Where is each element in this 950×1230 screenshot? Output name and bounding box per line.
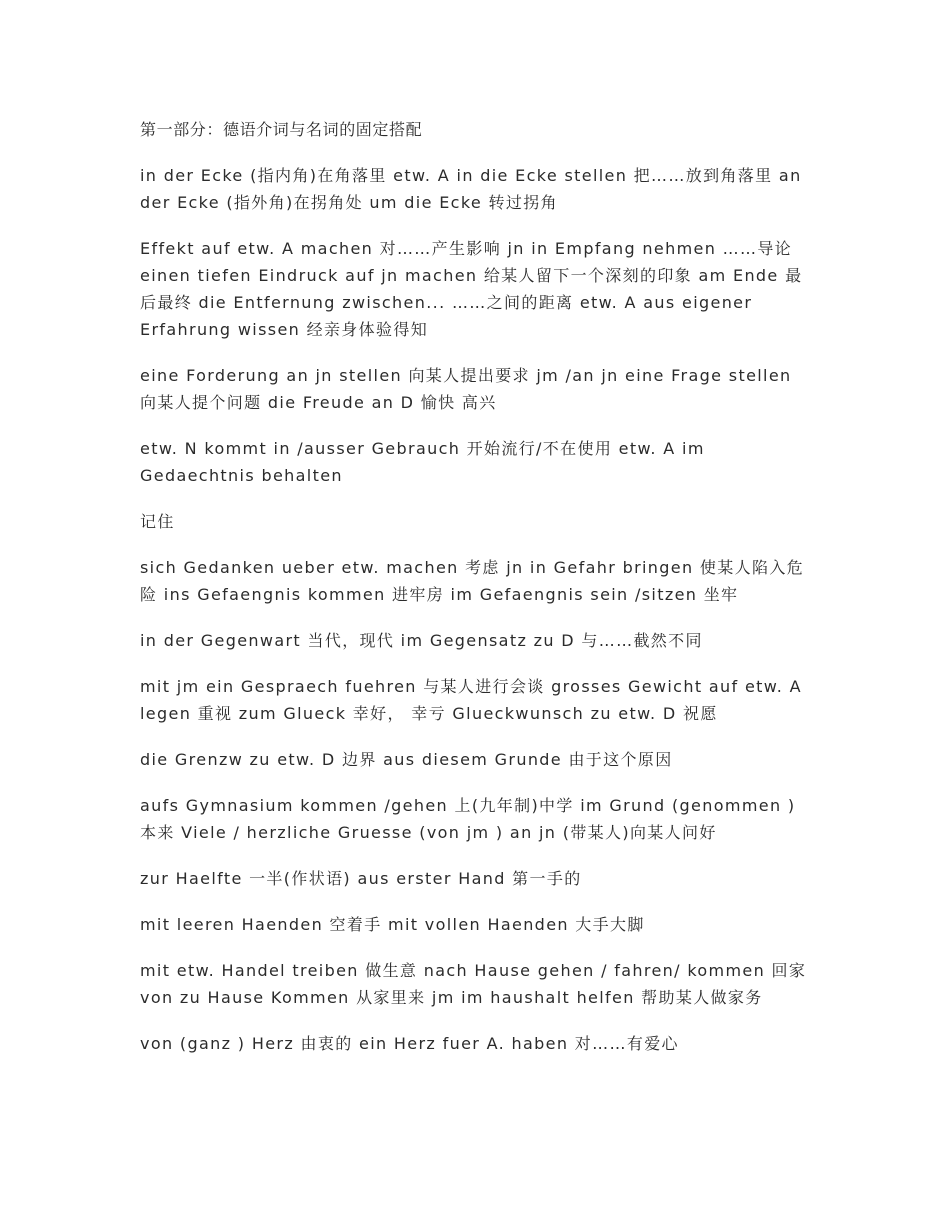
paragraph-haelfte: zur Haelfte 一半(作状语) aus erster Hand 第一手的: [140, 869, 582, 888]
document-page: [140, 116, 812, 1076]
paragraph-herz: von (ganz ) Herz 由衷的 ein Herz fuer A. haben 对……有爱心: [140, 1034, 679, 1053]
section-heading: 第一部分：德语介词与名词的固定搭配: [140, 120, 423, 139]
paragraph-haenden: mit leeren Haenden 空着手 mit vollen Haenden 大手大脚: [140, 915, 645, 934]
paragraph-gymnasium: aufs Gymnasium kommen /gehen 上(九年制)中学 im Grund (genommen ) 本来 Viele / herzliche Gruesse (von jm ) an jn (带某人)向某人问好: [140, 796, 796, 842]
paragraph-handel: mit etw. Handel treiben 做生意 nach Hause gehen / fahren/ kommen 回家 von zu Hause Kommen 从家里来 jm im haushalt helfen 帮助某人做家务: [140, 961, 807, 1007]
paragraph-gegenwart: in der Gegenwart 当代，现代 im Gegensatz zu D 与……截然不同: [140, 631, 703, 650]
paragraph-grenze: die Grenzw zu etw. D 边界 aus diesem Grunde 由于这个原因: [140, 750, 673, 769]
paragraph-forderung: eine Forderung an jn stellen 向某人提出要求 jm /an jn eine Frage stellen 向某人提个问题 die Freude an D 愉快 高兴: [140, 366, 792, 412]
paragraph-ecke: in der Ecke (指内角)在角落里 etw. A in die Ecke stellen 把……放到角落里 an der Ecke (指外角)在拐角处 um die Ecke 转过拐角: [140, 166, 802, 212]
paragraph-gedanken: sich Gedanken ueber etw. machen 考虑 jn in Gefahr bringen 使某人陷入危险 ins Gefaengnis kommen 进牢房 im Gefaengnis sein /sitzen 坐牢: [140, 558, 805, 604]
paragraph-gespraech: mit jm ein Gespraech fuehren 与某人进行会谈 grosses Gewicht auf etw. A legen 重视 zum Glueck 幸好， 幸亏 Glueckwunsch zu etw. D 祝愿: [140, 677, 802, 723]
paragraph-effekt: Effekt auf etw. A machen 对……产生影响 jn in Empfang nehmen ……导论 einen tiefen Eindruck auf jn machen 给某人留下一个深刻的印象 am Ende 最后最终 die Entfernung zwischen... ……之间的距离 etw. A aus eigener Erfahrung wissen 经亲身体验得知: [140, 239, 803, 339]
paragraph-gebrauch: etw. N kommt in /ausser Gebrauch 开始流行/不在使用 etw. A im Gedaechtnis behalten: [140, 439, 705, 485]
paragraph-jizhu: 记住: [140, 512, 175, 531]
